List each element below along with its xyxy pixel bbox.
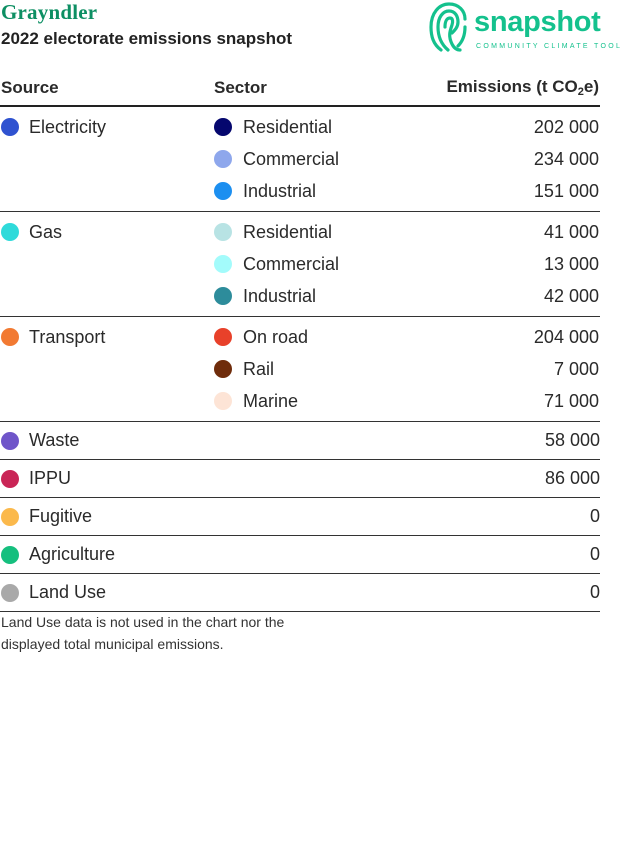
- source-color-dot-icon: [1, 118, 19, 136]
- emissions-header-suffix: e): [583, 77, 599, 96]
- sector-label: Commercial: [243, 148, 340, 169]
- table-row: [0, 106, 600, 143]
- source-color-dot-icon: [1, 584, 19, 602]
- source-color-dot-icon: [1, 223, 19, 241]
- source-cell-content: [0, 327, 214, 348]
- sector-cell: [214, 106, 414, 143]
- sector-cell-content: [214, 181, 414, 202]
- sector-color-dot-icon: [214, 287, 232, 305]
- source-cell: [0, 536, 214, 574]
- sector-color-dot-icon: [214, 255, 232, 273]
- sector-cell: [214, 536, 414, 574]
- table-row: [0, 317, 600, 354]
- logo-wordmark: snapshot: [474, 6, 601, 38]
- emissions-value: 86 000: [414, 460, 600, 498]
- sector-cell-content: [214, 327, 414, 348]
- emissions-header-prefix: Emissions (t CO: [446, 77, 578, 96]
- sector-label: On road: [243, 326, 309, 347]
- header: [0, 0, 622, 70]
- sector-cell: [214, 248, 414, 280]
- source-column-header: Source: [0, 70, 214, 106]
- source-cell: [0, 385, 214, 422]
- source-label: Agriculture: [29, 544, 116, 564]
- sector-cell: [214, 280, 414, 317]
- logo-tagline: COMMUNITY CLIMATE TOOL: [476, 43, 622, 50]
- emissions-value: 42 000: [414, 280, 600, 317]
- table-row: [0, 353, 600, 385]
- sector-cell: [214, 385, 414, 422]
- emissions-value: 234 000: [533, 148, 599, 169]
- sector-color-dot-icon: [214, 328, 232, 346]
- emissions-value: 0: [414, 498, 600, 536]
- source-color-dot-icon: [1, 470, 19, 488]
- emissions-value: 151 000: [414, 175, 600, 212]
- source-cell: [0, 353, 214, 385]
- sector-cell: [214, 143, 414, 175]
- table-row: [0, 574, 600, 612]
- source-cell-content: [0, 468, 214, 489]
- source-cell-content: [0, 544, 214, 565]
- source-label: Electricity: [29, 116, 107, 137]
- sector-cell-content: [214, 149, 414, 170]
- source-color-dot-icon: [1, 328, 19, 346]
- source-cell: [0, 460, 214, 498]
- emissions-value: 7 000: [553, 358, 599, 379]
- page-subtitle: 2022 electorate emissions snapshot: [1, 29, 293, 48]
- sector-color-dot-icon: [214, 118, 232, 136]
- sector-label: Rail: [243, 358, 275, 379]
- sector-column-header: Sector: [214, 70, 414, 106]
- source-label: Waste: [29, 430, 80, 450]
- emissions-value: 0: [414, 574, 600, 612]
- sector-cell: [214, 422, 414, 460]
- sector-cell: [214, 353, 414, 385]
- table-row: [0, 175, 600, 212]
- source-cell: [0, 574, 214, 612]
- source-cell: [0, 498, 214, 536]
- sector-cell: [214, 460, 414, 498]
- sector-cell-content: [214, 222, 414, 243]
- sector-label: Residential: [243, 221, 333, 242]
- source-label: Transport: [29, 326, 106, 347]
- table-row: [0, 536, 600, 574]
- emissions-value: 202 000: [533, 116, 599, 137]
- page-title: Grayndler: [1, 0, 98, 24]
- emissions-value: 0: [414, 536, 600, 574]
- emissions-value: 71 000: [414, 385, 600, 422]
- sector-cell: [214, 574, 414, 612]
- emissions-value: 13 000: [543, 253, 599, 274]
- table-row: [0, 143, 600, 175]
- source-label: IPPU: [29, 468, 72, 488]
- sector-color-dot-icon: [214, 360, 232, 378]
- source-color-dot-icon: [1, 546, 19, 564]
- table-row: [0, 385, 600, 422]
- source-cell: [0, 317, 214, 354]
- source-cell: [0, 248, 214, 280]
- source-cell: [0, 422, 214, 460]
- fingerprint-icon: [428, 0, 470, 54]
- source-label: Fugitive: [29, 506, 93, 526]
- emissions-table: [0, 70, 600, 612]
- sector-color-dot-icon: [214, 223, 232, 241]
- source-cell: [0, 106, 214, 143]
- sector-cell-content: [214, 359, 414, 380]
- table-row: [0, 498, 600, 536]
- sector-label: Industrial: [243, 285, 317, 306]
- emissions-header-subscript: 2: [577, 86, 584, 98]
- table-row: [0, 248, 600, 280]
- source-cell: [0, 175, 214, 212]
- source-label: Land Use: [29, 582, 107, 602]
- table-row: [0, 212, 600, 249]
- sector-cell: [214, 498, 414, 536]
- sector-label: Residential: [243, 116, 333, 137]
- emissions-column-header: [414, 70, 600, 106]
- sector-color-dot-icon: [214, 392, 232, 410]
- sector-cell: [214, 317, 414, 354]
- source-cell: [0, 212, 214, 249]
- sector-cell-content: [214, 117, 414, 138]
- source-cell-content: [0, 430, 214, 451]
- source-cell-content: [0, 222, 214, 243]
- sector-cell-content: [214, 286, 414, 307]
- footnote: Land Use data is not used in the chart nor the displayed total municipal emissions.: [1, 614, 285, 652]
- sector-label: Industrial: [243, 180, 317, 201]
- source-color-dot-icon: [1, 432, 19, 450]
- source-cell-content: [0, 506, 214, 527]
- sector-color-dot-icon: [214, 182, 232, 200]
- snapshot-logo[interactable]: [428, 0, 622, 54]
- sector-cell-content: [214, 391, 414, 412]
- sector-label: Commercial: [243, 253, 340, 274]
- source-cell-content: [0, 117, 214, 138]
- emissions-value: 58 000: [414, 422, 600, 460]
- source-color-dot-icon: [1, 508, 19, 526]
- source-cell: [0, 143, 214, 175]
- table-row: [0, 280, 600, 317]
- table-header-row: [0, 70, 600, 106]
- sector-cell: [214, 212, 414, 249]
- table-row: [0, 422, 600, 460]
- table-body: [0, 106, 600, 612]
- emissions-value: 204 000: [533, 326, 599, 347]
- source-label: Gas: [29, 221, 63, 242]
- sector-cell-content: [214, 254, 414, 275]
- sector-color-dot-icon: [214, 150, 232, 168]
- source-cell-content: [0, 582, 214, 603]
- sector-cell: [214, 175, 414, 212]
- table-row: [0, 460, 600, 498]
- emissions-value: 41 000: [543, 221, 599, 242]
- sector-label: Marine: [243, 390, 299, 411]
- source-cell: [0, 280, 214, 317]
